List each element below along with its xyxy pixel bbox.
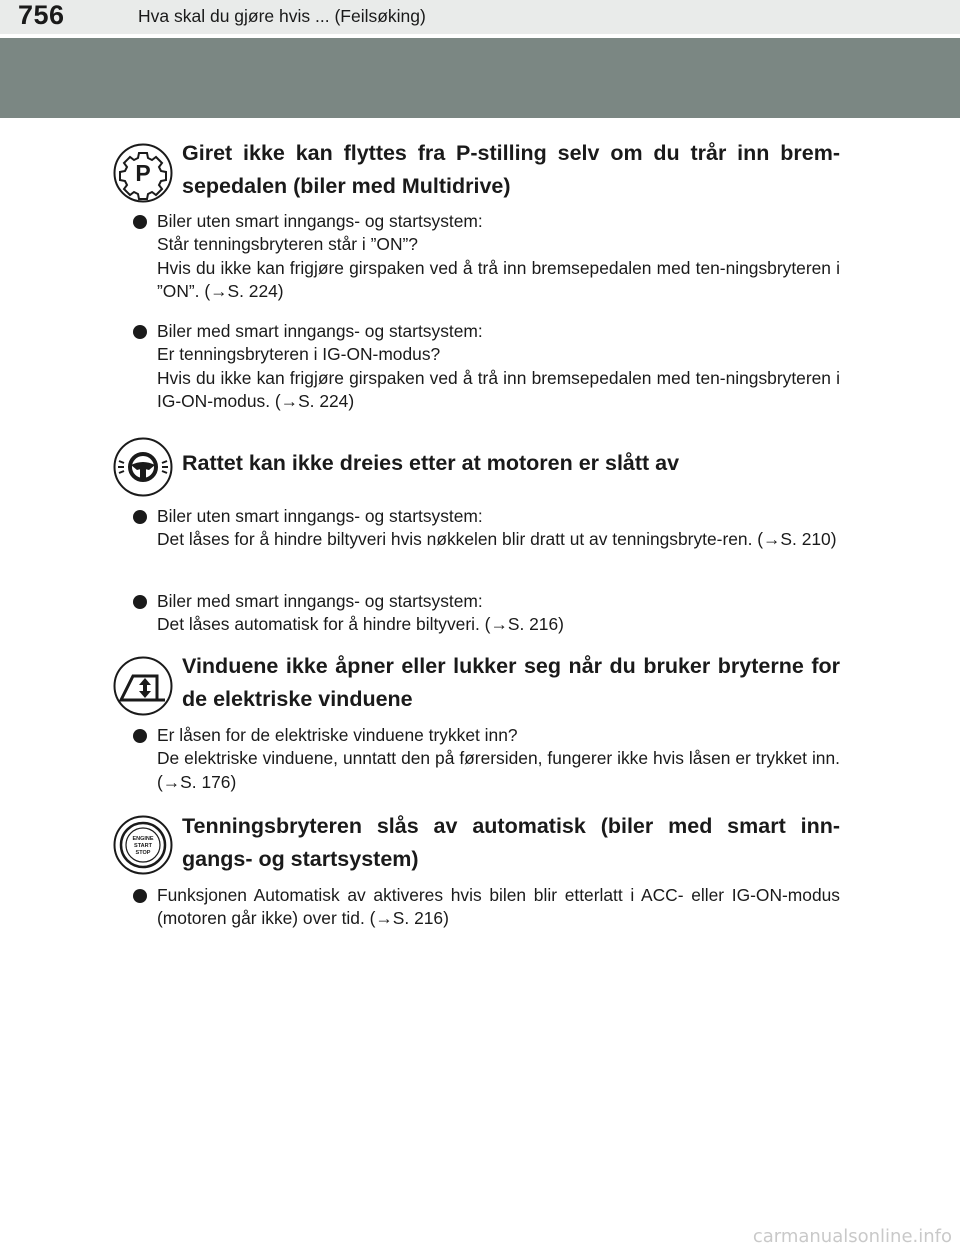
section-heading: Giret ikke kan flyttes fra P-stilling selv om du trår inn brem-sepedalen (biler med Multidrive) [182, 141, 840, 198]
bullet-icon [133, 325, 147, 339]
bullet-icon [133, 729, 147, 743]
bullet-icon [133, 595, 147, 609]
item-line: Biler uten smart inngangs- og startsystem: [157, 506, 483, 526]
bullet-icon [133, 510, 147, 524]
item-line: Er låsen for de elektriske vinduene trykket inn? [157, 725, 518, 745]
item-line: Står tenningsbryteren står i ”ON”? [157, 234, 418, 255]
steering-wheel-icon [113, 437, 173, 497]
item-line: Hvis du ikke kan frigjøre girspaken ved å trå inn bremsepedalen med ten-ningsbryteren i ”ON”. (→S. 224) [157, 257, 840, 302]
item-line: Det låses for å hindre biltyveri hvis nøkkelen blir dratt ut av tenningsbryte-ren. (→S. 210) [157, 529, 837, 550]
watermark: carmanualsonline.info [752, 1226, 952, 1247]
icon-label: START [134, 843, 152, 849]
section-heading: Vinduene ikke åpner eller lukker seg når du bruker bryterne for de elektriske vinduene [182, 654, 840, 711]
item-line: De elektriske vinduene, unntatt den på førersiden, fungerer ikke hvis låsen er trykket inn. (→S. 176) [157, 748, 840, 792]
item-line: Funksjonen Automatisk av aktiveres hvis bilen blir etterlatt i ACC- eller IG-ON-modus (motoren går ikke) over tid. (→S. 216) [157, 885, 840, 929]
svg-text:P: P [135, 160, 151, 186]
section-heading: Tenningsbryteren slås av automatisk (biler med smart inn-gangs- og startsystem) [182, 814, 840, 871]
bullet-icon [133, 889, 147, 903]
section-heading: Rattet kan ikke dreies etter at motoren er slått av [182, 451, 680, 475]
item-line: Biler uten smart inngangs- og startsystem: [157, 211, 483, 231]
item-line: Hvis du ikke kan frigjøre girspaken ved å trå inn bremsepedalen med ten-ningsbryteren i IG-ON-modus. (→S. 224) [157, 367, 840, 412]
icon-label: ENGINE [132, 836, 154, 842]
gear-p-icon [113, 143, 173, 203]
item-line: Biler med smart inngangs- og startsystem: [157, 591, 483, 611]
page-header [0, 0, 960, 36]
bullet-icon [133, 215, 147, 229]
icon-label: STOP [135, 850, 151, 856]
item-line: Er tenningsbryteren i IG-ON-modus? [157, 344, 441, 365]
item-line: Biler med smart inngangs- og startsystem: [157, 321, 483, 341]
chapter-title: Hva skal du gjøre hvis ... (Feilsøking) [138, 6, 426, 26]
page-number: 756 [18, 0, 65, 30]
section-banner [0, 38, 960, 118]
engine-start-stop-icon [113, 815, 173, 875]
power-window-icon [113, 656, 173, 716]
item-line: Det låses automatisk for å hindre biltyveri. (→S. 216) [157, 614, 564, 635]
